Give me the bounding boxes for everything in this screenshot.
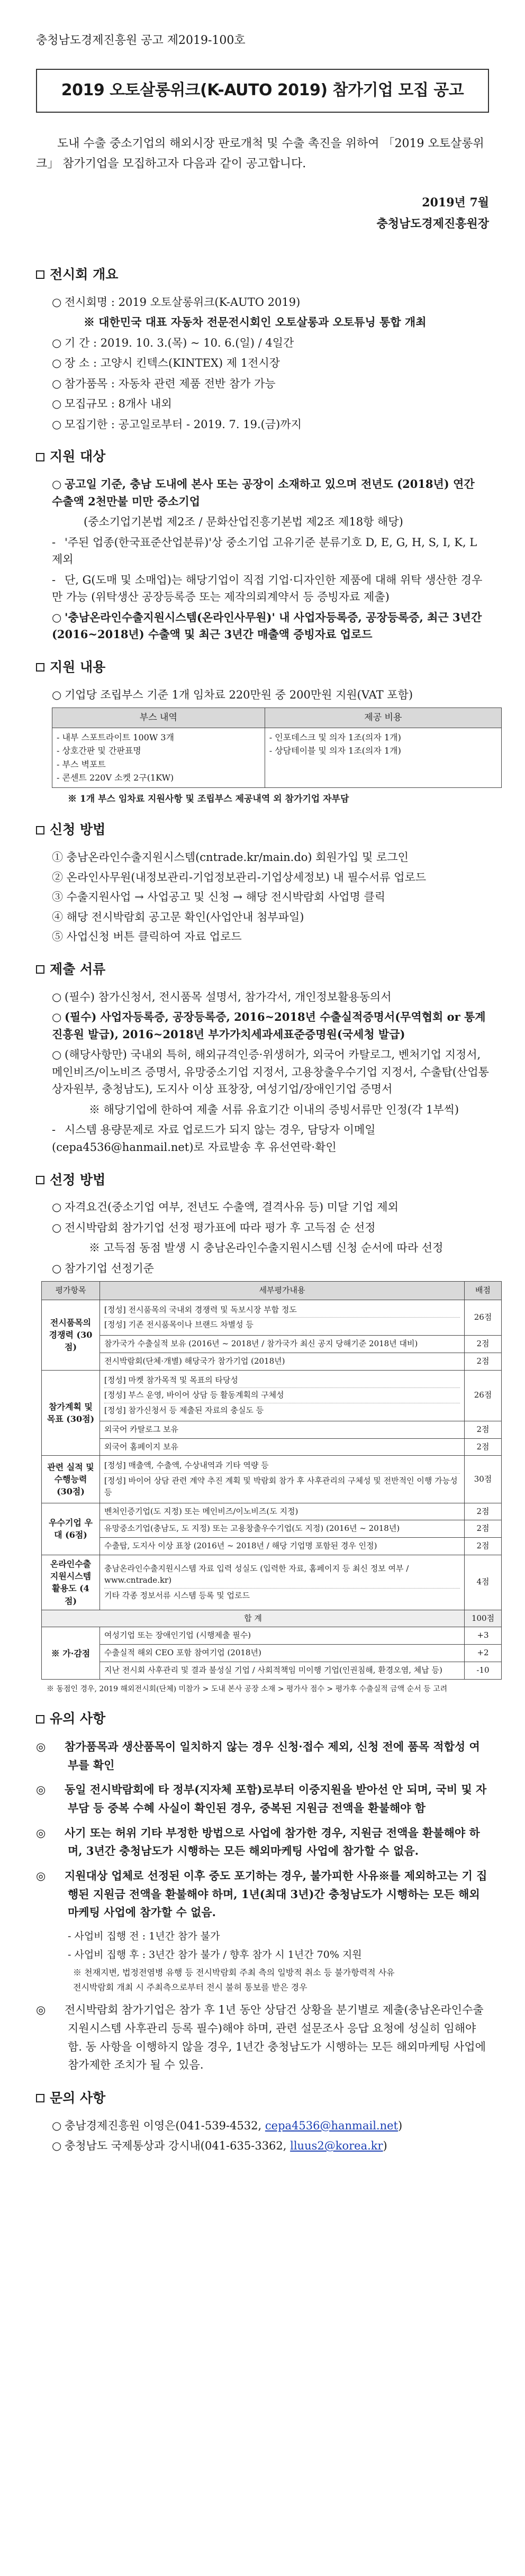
table-row: 온라인수출 지원시스템 활용도 (4점) 충남온라인수출지원시스템 자료 입력 성실도 (입력한 자료, 홈페이지 등 최신 정보 여부 / www.cntrade.kr) 기타 각종 정보서류 시스템 등록 및 업로드 4점 bbox=[42, 1555, 502, 1610]
support-list bbox=[36, 686, 489, 704]
table-row: 참가계획 및 목표 (30점) [정성] 마켓 참가목적 및 목표의 타당성 [정성] 부스 운영, 바이어 상담 등 활동계획의 구체성 [정성] 참가신청서 등 제출된 자료의 충실도 등 26점 bbox=[42, 1370, 502, 1421]
list-item: ○ 자격요건(중소기업 여부, 전년도 수출액, 결격사유 등) 미달 기업 제외 bbox=[52, 1201, 399, 1214]
section-apply-heading: 신청 방법 bbox=[36, 820, 489, 840]
table-header: 부스 내역 bbox=[52, 708, 265, 728]
list-item: ◎ 지원대상 업체로 선정된 이후 중도 포기하는 경우, 불가피한 사유※를 제외하고는 기 집행된 지원금 전액을 환불해야 하며, 1년(최대 3년)간 충청남도가 시행하는 모든 해외마케팅 사업에 참가할 수 없음. bbox=[36, 1869, 487, 1919]
section-docs-heading: 제출 서류 bbox=[36, 959, 489, 980]
evaluation-table bbox=[41, 1281, 502, 1679]
table-row: 수출탑, 도지사 이상 표창 (2016년 ~ 2018년 / 해당 기업명 포함된 경우 인정) 2점 bbox=[42, 1538, 502, 1555]
list-item: ③ 수출지원사업 → 사업공고 및 신청 → 해당 전시박람회 사업명 클릭 bbox=[52, 891, 386, 904]
cautions-list bbox=[36, 1738, 489, 2074]
section-contact-heading: 문의 사항 bbox=[36, 2088, 489, 2109]
section-box-icon bbox=[36, 453, 44, 461]
list-item: ○ 참가품목 : 자동차 관련 제품 전반 참가 가능 bbox=[52, 377, 276, 390]
list-item: ◎ 전시박람회 참가기업은 참가 후 1년 동안 상담건 상황을 분기별로 제출(충남온라인수출지원시스템 사후관리 등록 필수)해야 하며, 관련 설문조사 응답 요청에 성실히 임해야 함. 동 사항을 이행하지 않을 경우, 1년간 충청남도가 시행하는 모든 해외마케팅 사업에 참가제한 조치가 될 수 있음. bbox=[36, 2003, 486, 2072]
docs-note: ※ 해당기업에 한하여 제출 서류 유효기간 이내의 증빙서류만 인정(각 1부씩) bbox=[89, 1103, 459, 1116]
table-row: 관련 실적 및 수행능력 (30점) [정성] 매출액, 수출액, 수상내역과 기타 역량 등 [정성] 바이어 상담 관련 계약 추진 계획 및 박람회 참가 후 사후관리의 구체성 및 전반적인 이행 가능성 등 30점 bbox=[42, 1456, 502, 1503]
list-item: ○ 충남경제진흥원 이영은(041-539-4532, cepa4536@hanmail.net) bbox=[52, 2119, 403, 2132]
list-item: ○ 전시박람회 참가기업 선정 평가표에 따라 평가 후 고득점 순 선정 bbox=[52, 1221, 376, 1234]
list-item: ○ '충남온라인수출지원시스템(온라인사무원)' 내 사업자등록증, 공장등록증, 최근 3년간(2016~2018년) 수출액 및 최근 3년간 매출액 증빙자료 업로드 bbox=[52, 610, 482, 641]
list-item: ⑤ 사업신청 버튼 클릭하여 자료 업로드 bbox=[52, 930, 242, 944]
intro-paragraph: 도내 수출 중소기업의 해외시장 판로개척 및 수출 촉진을 위하여 「2019 오토살롱위크」 참가기업을 모집하고자 다음과 같이 공고합니다. bbox=[36, 137, 484, 171]
section-selection-heading: 선정 방법 bbox=[36, 1170, 489, 1191]
contact-list bbox=[36, 2117, 489, 2155]
table-row: 수출실적 해외 CEO 포함 참여기업 (2018년) +2 bbox=[42, 1645, 502, 1662]
list-item: ◎ 사기 또는 허위 기타 부정한 방법으로 사업에 참가한 경우, 지원금 전액을 환불해야 하며, 3년간 충청남도가 시행하는 모든 해외마케팅 사업에 참가할 수 없음. bbox=[36, 1826, 480, 1858]
list-item: ○ 장 소 : 고양시 킨텍스(KINTEX) 제 1전시장 bbox=[52, 357, 280, 370]
table-row: 전시박람회(단체·개별) 해당국가 참가기업 (2018년) 2점 bbox=[42, 1353, 502, 1370]
table-row: ※ 가·감점 여성기업 또는 장애인기업 (시행제출 필수) +3 bbox=[42, 1627, 502, 1645]
list-item: ○ 기업당 조립부스 기준 1개 임차료 220만원 중 200만원 지원(VAT 포함) bbox=[52, 688, 413, 701]
apply-steps bbox=[36, 849, 489, 946]
list-item: ○ 기 간 : 2019. 10. 3.(목) ~ 10. 6.(일) / 4일간 bbox=[52, 336, 294, 349]
notice-title: 2019 오토살롱위크(K-AUTO 2019) 참가기업 모집 공고 bbox=[36, 69, 489, 113]
list-item: ○ 모집규모 : 8개사 내외 bbox=[52, 397, 172, 411]
table-row: 유망중소기업(충남도, 도 지정) 또는 고용창출우수기업(도 지정) (2016년 ~ 2018년) 2점 bbox=[42, 1520, 502, 1538]
list-item: - 단, G(도매 및 소매업)는 해당기업이 직접 기업·디자인한 제품에 대해 위탁 생산한 경우만 가능 (위탁생산 공장등록증 또는 제작의뢰계약서 등 증빙자료 제출) bbox=[52, 573, 483, 604]
list-item: - '주된 업종(한국표준산업분류)'상 중소기업 고유기준 분류기호 D, E, G, H, S, I, K, L 제외 bbox=[52, 536, 477, 566]
section-box-icon bbox=[36, 2094, 44, 2102]
notice-date: 2019년 7월 bbox=[422, 195, 489, 210]
support-table bbox=[52, 708, 502, 788]
selection-list bbox=[36, 1199, 489, 1277]
table-header: 제공 비용 bbox=[265, 708, 501, 728]
list-item: ○ (필수) 참가신청서, 전시품목 설명서, 참가각서, 개인정보활용동의서 bbox=[52, 990, 392, 1003]
evaluation-footnote: ※ 동점인 경우, 2019 해외전시회(단체) 미참가 > 도내 본사 공장 소재 > 평가사 점수 > 평가후 수출실적 금액 순서 등 고려 bbox=[47, 1684, 448, 1693]
table-row: 외국어 카탈로그 보유 2점 bbox=[42, 1421, 502, 1438]
section-cautions-heading: 유의 사항 bbox=[36, 1709, 489, 1729]
table-row: 합 계 100점 bbox=[42, 1610, 502, 1627]
list-item: - 사업비 집행 후 : 3년간 참가 불가 / 향후 참가 시 1년간 70% 지원 bbox=[68, 1949, 362, 1961]
caution-note: ※ 천재지변, 법정전염병 유행 등 전시박람회 주최 측의 일방적 취소 등 불가항력적 사유 bbox=[73, 1967, 395, 1978]
list-item: ④ 해당 전시박람회 공고문 확인(사업안내 첨부파일) bbox=[52, 910, 304, 923]
list-item: ◎ 참가품목과 생산품목이 일치하지 않는 경우 신청·접수 제외, 신청 전에 품목 적합성 여부를 확인 bbox=[36, 1740, 480, 1772]
list-item: (중소기업기본법 제2조 / 문화산업진흥기본법 제2조 제18항 해당) bbox=[84, 515, 403, 529]
table-row: 지난 전시회 사후관리 및 결과 불성실 기업 / 사회적책임 미이행 기업(인권침해, 환경오염, 체납 등) -10 bbox=[42, 1662, 502, 1679]
section-eligibility-heading: 지원 대상 bbox=[36, 447, 489, 467]
contact-email-link[interactable]: cepa4536@hanmail.net bbox=[265, 2119, 398, 2132]
table-row: 우수기업 우대 (6점) 벤처인증기업(도 지정) 또는 메인비즈/이노비즈(도 지정) 2점 bbox=[42, 1503, 502, 1520]
excluded-items-cell: - 인포데스크 및 의자 1조(의자 1개) - 상담테이블 및 의자 1조(의자 1개) bbox=[265, 728, 501, 787]
table-row: 참가국가 수출실적 보유 (2016년 ~ 2018년 / 참가국가 최신 공지 당해기준 2018년 대비) 2점 bbox=[42, 1336, 502, 1353]
section-box-icon bbox=[36, 663, 44, 672]
list-item: - 시스템 용량문제로 자료 업로드가 되지 않는 경우, 담당자 이메일 (cepa4536@hanmail.net)로 자료발송 후 유선연락·확인 bbox=[52, 1123, 376, 1154]
list-item: ② 온라인사무원(내정보관리-기업정보관리-기업상세정보) 내 필수서류 업로드 bbox=[52, 870, 427, 884]
section-support-heading: 지원 내용 bbox=[36, 657, 489, 678]
list-item: ○ 충청남도 국제통상과 강시내(041-635-3362, lluus2@korea.kr) bbox=[52, 2139, 387, 2153]
list-item: ○ 공고일 기준, 충남 도내에 본사 또는 공장이 소재하고 있으며 전년도 (2018년) 연간 수출액 2천만불 미만 중소기업 bbox=[52, 477, 475, 508]
list-item: ○ 모집기한 : 공고일로부터 - 2019. 7. 19.(금)까지 bbox=[52, 418, 302, 431]
list-item: ○ (필수) 사업자등록증, 공장등록증, 2016~2018년 수출실적증명서(무역협회 or 통계진흥원 발급), 2016~2018년 부가가치세과세표준증명원(국세청 발급) bbox=[52, 1010, 486, 1041]
section-box-icon bbox=[36, 1715, 44, 1724]
eligibility-list bbox=[36, 476, 489, 643]
notice-number: 충청남도경제진흥원 공고 제2019-100호 bbox=[36, 34, 246, 47]
list-item: ① 충남온라인수출지원시스템(cntrade.kr/main.do) 회원가입 및 로그인 bbox=[52, 851, 409, 864]
list-item: ○ (해당사항만) 국내외 특허, 해외규격인증·위생허가, 외국어 카탈로그, 벤처기업 지정서, 메인비즈/이노비즈 증명서, 유망중소기업 지정서, 고용창출우수기업 지정서, 수출탑(산업통상자원부, 충청남도), 도지사 이상 표창장, 여성기업/장애인기업 증명서 bbox=[52, 1048, 489, 1096]
selection-note: ※ 고득점 동점 발생 시 충남온라인수출지원시스템 신청 순서에 따라 선정 bbox=[89, 1241, 443, 1255]
list-item: - 사업비 집행 전 : 1년간 참가 불가 bbox=[68, 1930, 220, 1942]
table-row: 전시품목의 경쟁력 (30점) [정성] 전시품목의 국내외 경쟁력 및 독보시장 부합 정도 [정성] 기존 전시품목이나 브랜드 차별성 등 26점 bbox=[42, 1300, 502, 1336]
docs-list bbox=[36, 988, 489, 1156]
section-box-icon bbox=[36, 826, 44, 835]
overview-list bbox=[36, 294, 489, 433]
section-box-icon bbox=[36, 270, 44, 279]
section-box-icon bbox=[36, 1176, 44, 1184]
list-item: ○ 전시회명 : 2019 오토살롱위크(K-AUTO 2019) bbox=[52, 295, 301, 309]
list-item: ○ 참가기업 선정기준 bbox=[52, 1262, 154, 1275]
overview-note: ※ 대한민국 대표 자동차 전문전시회인 오토살롱과 오토튜닝 통합 개최 bbox=[84, 315, 427, 329]
list-item: ◎ 동일 전시박람회에 타 정부(지자체 포함)로부터 이중지원을 받아선 안 되며, 국비 및 자부담 등 중복 수혜 사실이 확인된 경우, 중복된 지원금 전액을 환불해야 함 bbox=[36, 1783, 487, 1815]
table-row: 외국어 홈페이지 보유 2점 bbox=[42, 1438, 502, 1456]
caution-note: 전시박람회 개최 시 주최측으로부터 전시 불허 통보를 받은 경우 bbox=[73, 1982, 307, 1993]
section-overview-heading: 전시회 개요 bbox=[36, 265, 489, 285]
contact-email-link[interactable]: lluus2@korea.kr bbox=[290, 2139, 383, 2153]
table-header: 평가항목 bbox=[42, 1282, 100, 1300]
support-note: ※ 1개 부스 임차료 지원사항 및 조립부스 제공내역 외 참가기업 자부담 bbox=[68, 794, 349, 805]
table-header: 세부평가내용 bbox=[100, 1282, 465, 1300]
table-header: 배점 bbox=[465, 1282, 502, 1300]
notice-org: 충청남도경제진흥원장 bbox=[376, 216, 489, 231]
section-box-icon bbox=[36, 965, 44, 974]
booth-items-cell: - 내부 스포트라이트 100W 3개 - 상호간판 및 간판표명 - 부스 벽포트 - 콘센트 220V 소켓 2구(1KW) bbox=[52, 728, 265, 787]
